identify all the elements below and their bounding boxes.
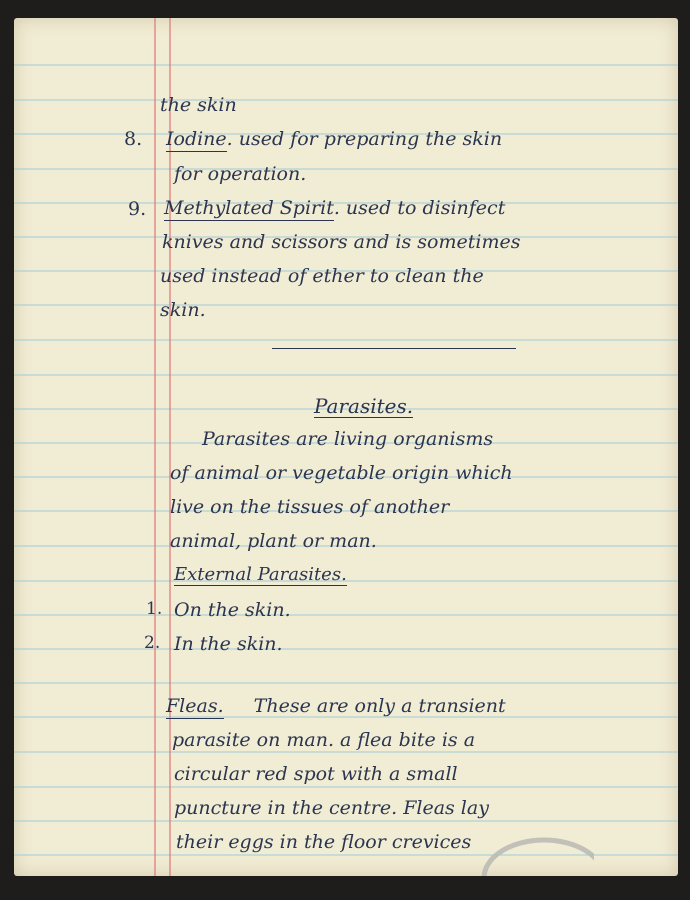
- iodine-description: . used for preparing the skin: [226, 128, 503, 150]
- list-item-1-text: On the skin.: [174, 599, 291, 621]
- section-divider: [272, 348, 516, 349]
- external-parasites-subheading: External Parasites.: [174, 564, 347, 585]
- fleas-line-4: puncture in the centre. Fleas lay: [174, 797, 489, 819]
- methylated-spirit-description: . used to disinfect: [333, 197, 506, 219]
- item-9-continuation-1: knives and scissors and is sometimes: [162, 231, 521, 253]
- list-item-1-number: 1.: [146, 599, 163, 619]
- item-9-line: [164, 199, 505, 218]
- parasites-definition-2: of animal or vegetable origin which: [170, 462, 513, 484]
- parasites-definition-1: Parasites are living organisms: [202, 428, 494, 450]
- binder-clip: [474, 818, 594, 876]
- item-9-continuation-2: used instead of ether to clean the: [160, 265, 484, 287]
- fleas-line-5: their eggs in the floor crevices: [176, 831, 472, 853]
- line-the-skin: the skin: [160, 94, 237, 116]
- item-9-continuation-3: skin.: [160, 299, 206, 321]
- fleas-term: Fleas.: [166, 695, 224, 717]
- fleas-line-3: circular red spot with a small: [174, 763, 458, 785]
- fleas-line-2: parasite on man. a flea bite is a: [172, 729, 476, 751]
- methylated-spirit-term: Methylated Spirit: [164, 197, 334, 219]
- item-9-number: 9.: [128, 198, 147, 220]
- parasites-heading: Parasites.: [314, 394, 414, 418]
- item-8-line: [166, 130, 502, 149]
- parasites-definition-3: live on the tissues of another: [170, 496, 450, 518]
- list-item-2-text: In the skin.: [174, 633, 283, 655]
- notebook-page: [14, 18, 678, 876]
- list-item-2-number: 2.: [144, 633, 161, 653]
- item-8-number: 8.: [124, 128, 143, 150]
- fleas-description-1: These are only a transient: [253, 695, 506, 717]
- iodine-term: Iodine: [166, 128, 227, 150]
- item-8-continuation: for operation.: [174, 163, 307, 185]
- parasites-definition-4: animal, plant or man.: [170, 530, 377, 552]
- fleas-line-1: [166, 697, 506, 716]
